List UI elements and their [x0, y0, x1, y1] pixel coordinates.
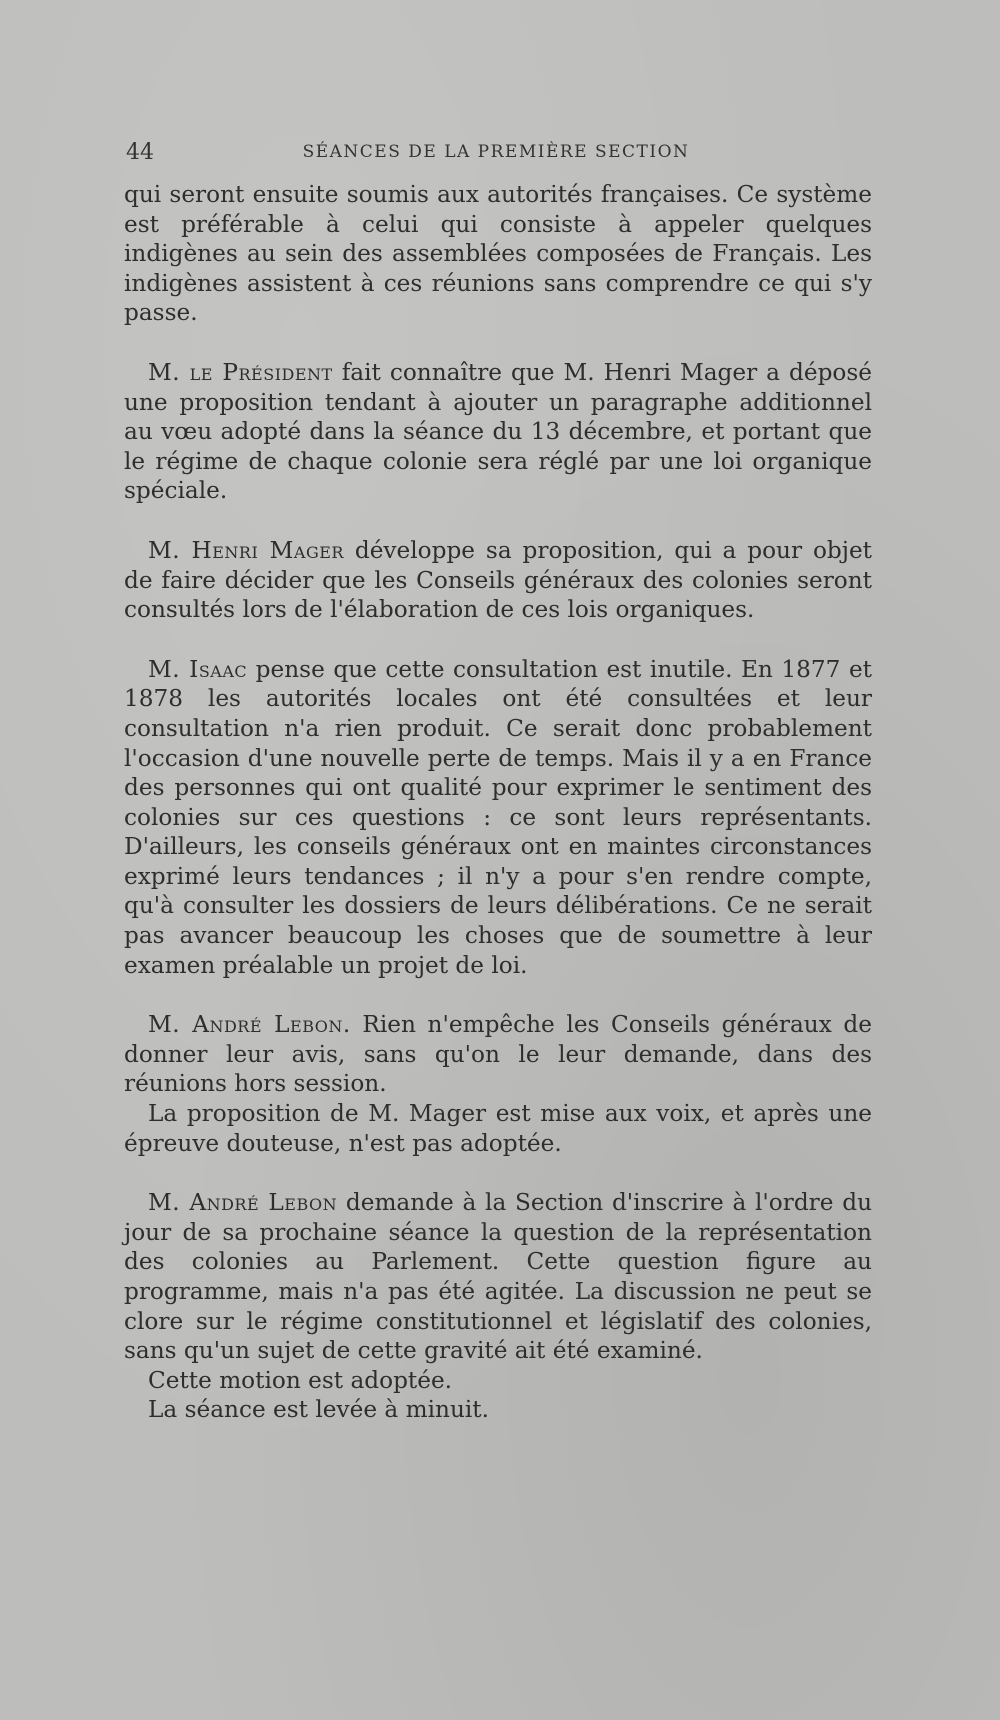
speaker-name: M. Henri Mager	[148, 536, 344, 564]
speaker-name: M. André Lebon.	[148, 1011, 351, 1039]
paragraph-isaac	[124, 655, 872, 981]
speaker-name: M. André Lebon	[148, 1189, 338, 1217]
paragraph-close	[124, 1395, 872, 1425]
paragraph-text: La séance est levée à minuit.	[148, 1396, 489, 1424]
paragraph-text: qui seront ensuite soumis aux autorités françaises. Ce système est préférable à celui qui consiste à appeler quelques indigènes au sein des assemblées composées de Français. Les indigènes assistent à ces réunions sans comprendre ce qui s'y passe.	[124, 181, 872, 327]
paragraph-vote	[124, 1099, 872, 1158]
page-number: 44	[126, 140, 154, 165]
paragraph-president	[124, 358, 872, 506]
page-header	[126, 140, 866, 174]
paragraph-text: développe sa proposition, qui a pour objet de faire décider que les Conseils généraux des colonies seront consultés lors de l'élaboration de ces lois organiques.	[124, 536, 872, 624]
paragraph-text: demande à la Section d'inscrire à l'ordre du jour de sa prochaine séance la question de la représentation des colonies au Parlement. Cette question figure au programme, mais n'a pas été agitée. La discussion ne peut se clore sur le régime constitutionnel et législatif des colonies, sans qu'un sujet de cette gravité ait été examiné.	[124, 1189, 872, 1365]
paragraph-lebon-2	[124, 1188, 872, 1366]
paragraph-text: Rien n'empêche les Conseils généraux de donner leur avis, sans qu'on le leur demande, dans des réunions hors session.	[124, 1011, 872, 1098]
paragraph-text: pense que cette consultation est inutile. En 1877 et 1878 les autorités locales ont été consultées et leur consultation n'a rien produit. Ce serait donc probablement l'occasion d'une nouvelle perte de temps. Mais il y a en France des personnes qui ont qualité pour exprimer le sentiment des colonies sur ces questions : ce sont leurs représentants. D'ailleurs, les conseils généraux ont en maintes circonstances exprimé leurs tendances ; il n'y a pour s'en rendre compte, qu'à consulter les dossiers de leurs délibérations. Ce ne serait pas avancer beaucoup les choses que de soumettre à leur examen préalable un projet de loi.	[124, 655, 872, 979]
paragraph-lebon-1	[124, 1010, 872, 1099]
speaker-name: M. Isaac	[148, 655, 248, 683]
paragraph-text: Cette motion est adoptée.	[148, 1366, 453, 1394]
paragraph-motion	[124, 1366, 872, 1396]
speaker-name: M. le Président	[148, 358, 333, 386]
body-text	[124, 180, 872, 1425]
running-head: SÉANCES DE LA PREMIÈRE SECTION	[302, 142, 690, 162]
paragraph-mager	[124, 536, 872, 625]
paragraph-text: fait connaître que M. Henri Mager a déposé une proposition tendant à ajouter un paragraphe additionnel au vœu adopté dans la séance du 13 décembre, et portant que le régime de chaque colonie sera réglé par une loi organique spéciale.	[124, 358, 872, 505]
paragraph-continuation	[124, 180, 872, 328]
paragraph-text: La proposition de M. Mager est mise aux voix, et après une épreuve douteuse, n'est pas adoptée.	[124, 1100, 872, 1157]
